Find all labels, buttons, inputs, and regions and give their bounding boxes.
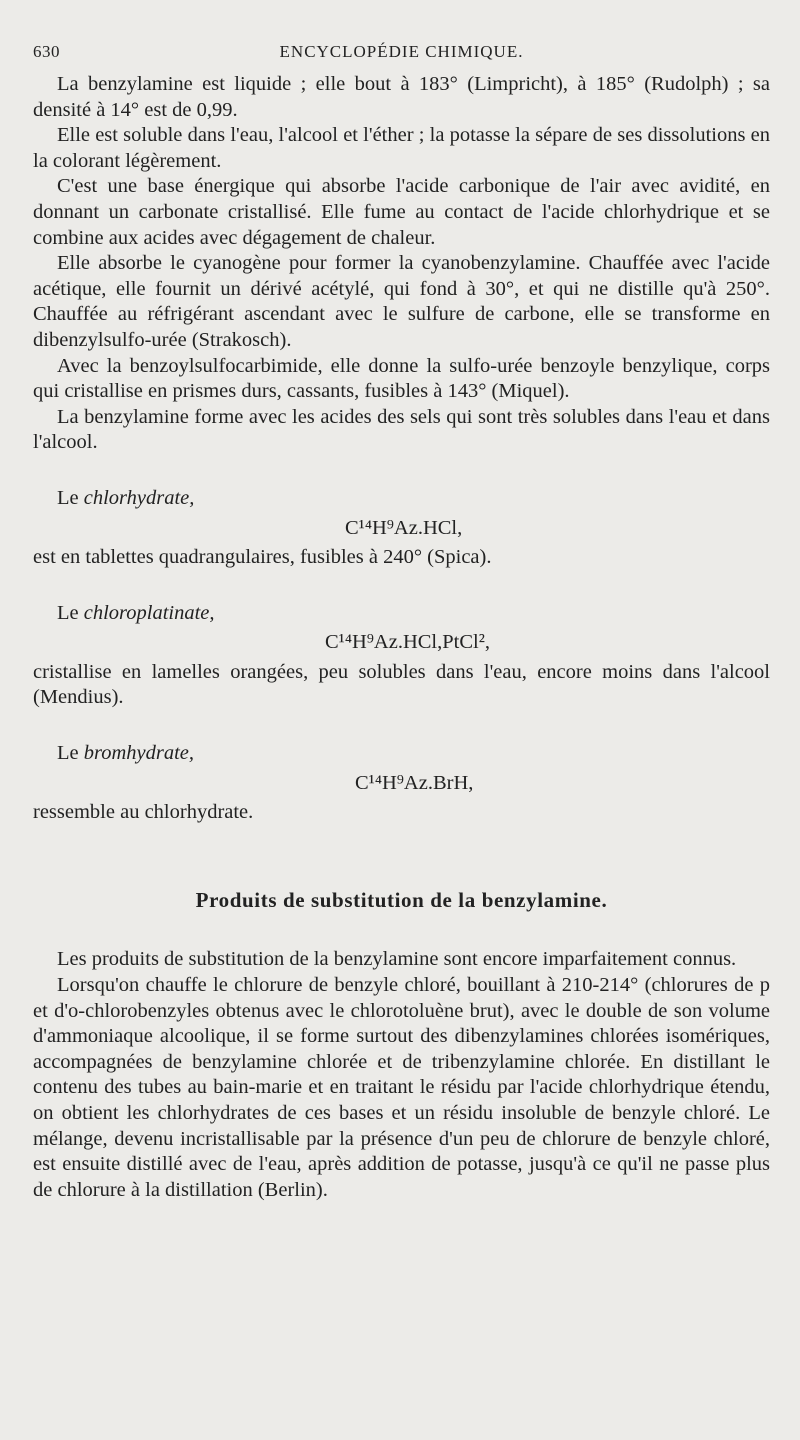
- salt-chloroplatinate: [33, 601, 770, 711]
- salt-chlorhydrate: [33, 486, 770, 571]
- paragraph: Avec la benzoylsulfocarbimide, elle donne la sulfo-urée benzoyle benzylique, corps qui cristallise en prismes durs, cassants, fusibles à 143° (Miquel).: [33, 354, 770, 403]
- paragraph: Lorsqu'on chauffe le chlorure de benzyle chloré, bouillant à 210-214° (chlorures de p et d'o-chlorobenzyles obtenus avec le chlorotoluène brut), avec le double de son volume d'ammoniaque alcoolique, il se forme surtout des dibenzylamines chlorées isomériques, accompagnées de benzylamine chlorée et de tribenzylamine chlorée. En distillant le contenu des tubes au bain-marie et en traitant le résidu par l'acide chlorhydrique étendu, on obtient les chlorhydrates de ces bases et un résidu insoluble de benzyle chloré. Le mélange, devenu incristallisable par la présence d'un peu de chlorure de benzyle chloré, est ensuite distillé avec de l'eau, après addition de potasse, jusqu'à ce qu'il ne passe plus de chlorure à la distillation (Berlin).: [33, 974, 770, 1201]
- salt-description: cristallise en lamelles orangées, peu solubles dans l'eau, encore moins dans l'alcool (Mendius).: [33, 660, 770, 709]
- paragraph: C'est une base énergique qui absorbe l'acide carbonique de l'air avec avidité, en donnant un carbonate cristallisé. Elle fume au contact de l'acide chlorhydrique et se combine aux acides avec dégagement de chaleur.: [33, 175, 770, 249]
- salt-name: chlorhydrate,: [83, 486, 195, 509]
- page-header: [33, 40, 770, 72]
- salt-description: ressemble au chlorhydrate.: [33, 801, 254, 824]
- chemical-formula: C¹⁴H⁹Az.BrH,: [355, 771, 474, 794]
- chemical-formula: C¹⁴H⁹Az.HCl,PtCl²,: [325, 631, 490, 654]
- intro-section: [33, 72, 770, 456]
- salt-bromhydrate: [33, 741, 770, 826]
- paragraph: Elle est soluble dans l'eau, l'alcool et l'éther ; la potasse la sépare de ses dissolutions en la colorant légèrement.: [33, 124, 770, 172]
- salt-prefix: Le: [57, 742, 84, 765]
- chemical-formula: C¹⁴H⁹Az.HCl,: [345, 516, 463, 539]
- salt-name: chloroplatinate,: [83, 601, 215, 624]
- salt-name: bromhydrate,: [83, 742, 195, 765]
- paragraph: Les produits de substitution de la benzylamine sont encore imparfaitement connus.: [57, 948, 737, 971]
- salt-heading: [33, 601, 770, 627]
- paragraph: La benzylamine forme avec les acides des sels qui sont très solubles dans l'eau et dans l'alcool.: [33, 405, 770, 454]
- paragraph: La benzylamine est liquide ; elle bout à 183° (Limpricht), à 185° (Rudolph) ; sa densité à 14° est de 0,99.: [33, 73, 770, 121]
- salt-prefix: Le: [57, 486, 84, 509]
- salt-description: est en tablettes quadrangulaires, fusibles à 240° (Spica).: [33, 546, 492, 569]
- section-title: Produits de substitution de la benzylamine.: [195, 887, 608, 912]
- salt-heading: [33, 741, 770, 767]
- salt-prefix: Le: [57, 601, 84, 624]
- substitution-section: [33, 947, 770, 1203]
- paragraph: Elle absorbe le cyanogène pour former la cyanobenzylamine. Chauffée avec l'acide acétique, elle fournit un dérivé acétylé, qui fond à 30°, et qui ne distille qu'à 250°. Chauffée au réfrigérant ascendant avec le sulfure de carbone, elle se transforme en dibenzylsulfo-urée (Strakosch).: [33, 252, 770, 351]
- page-number: 630: [33, 42, 60, 61]
- running-title: ENCYCLOPÉDIE CHIMIQUE.: [279, 42, 524, 61]
- salt-heading: [33, 486, 770, 512]
